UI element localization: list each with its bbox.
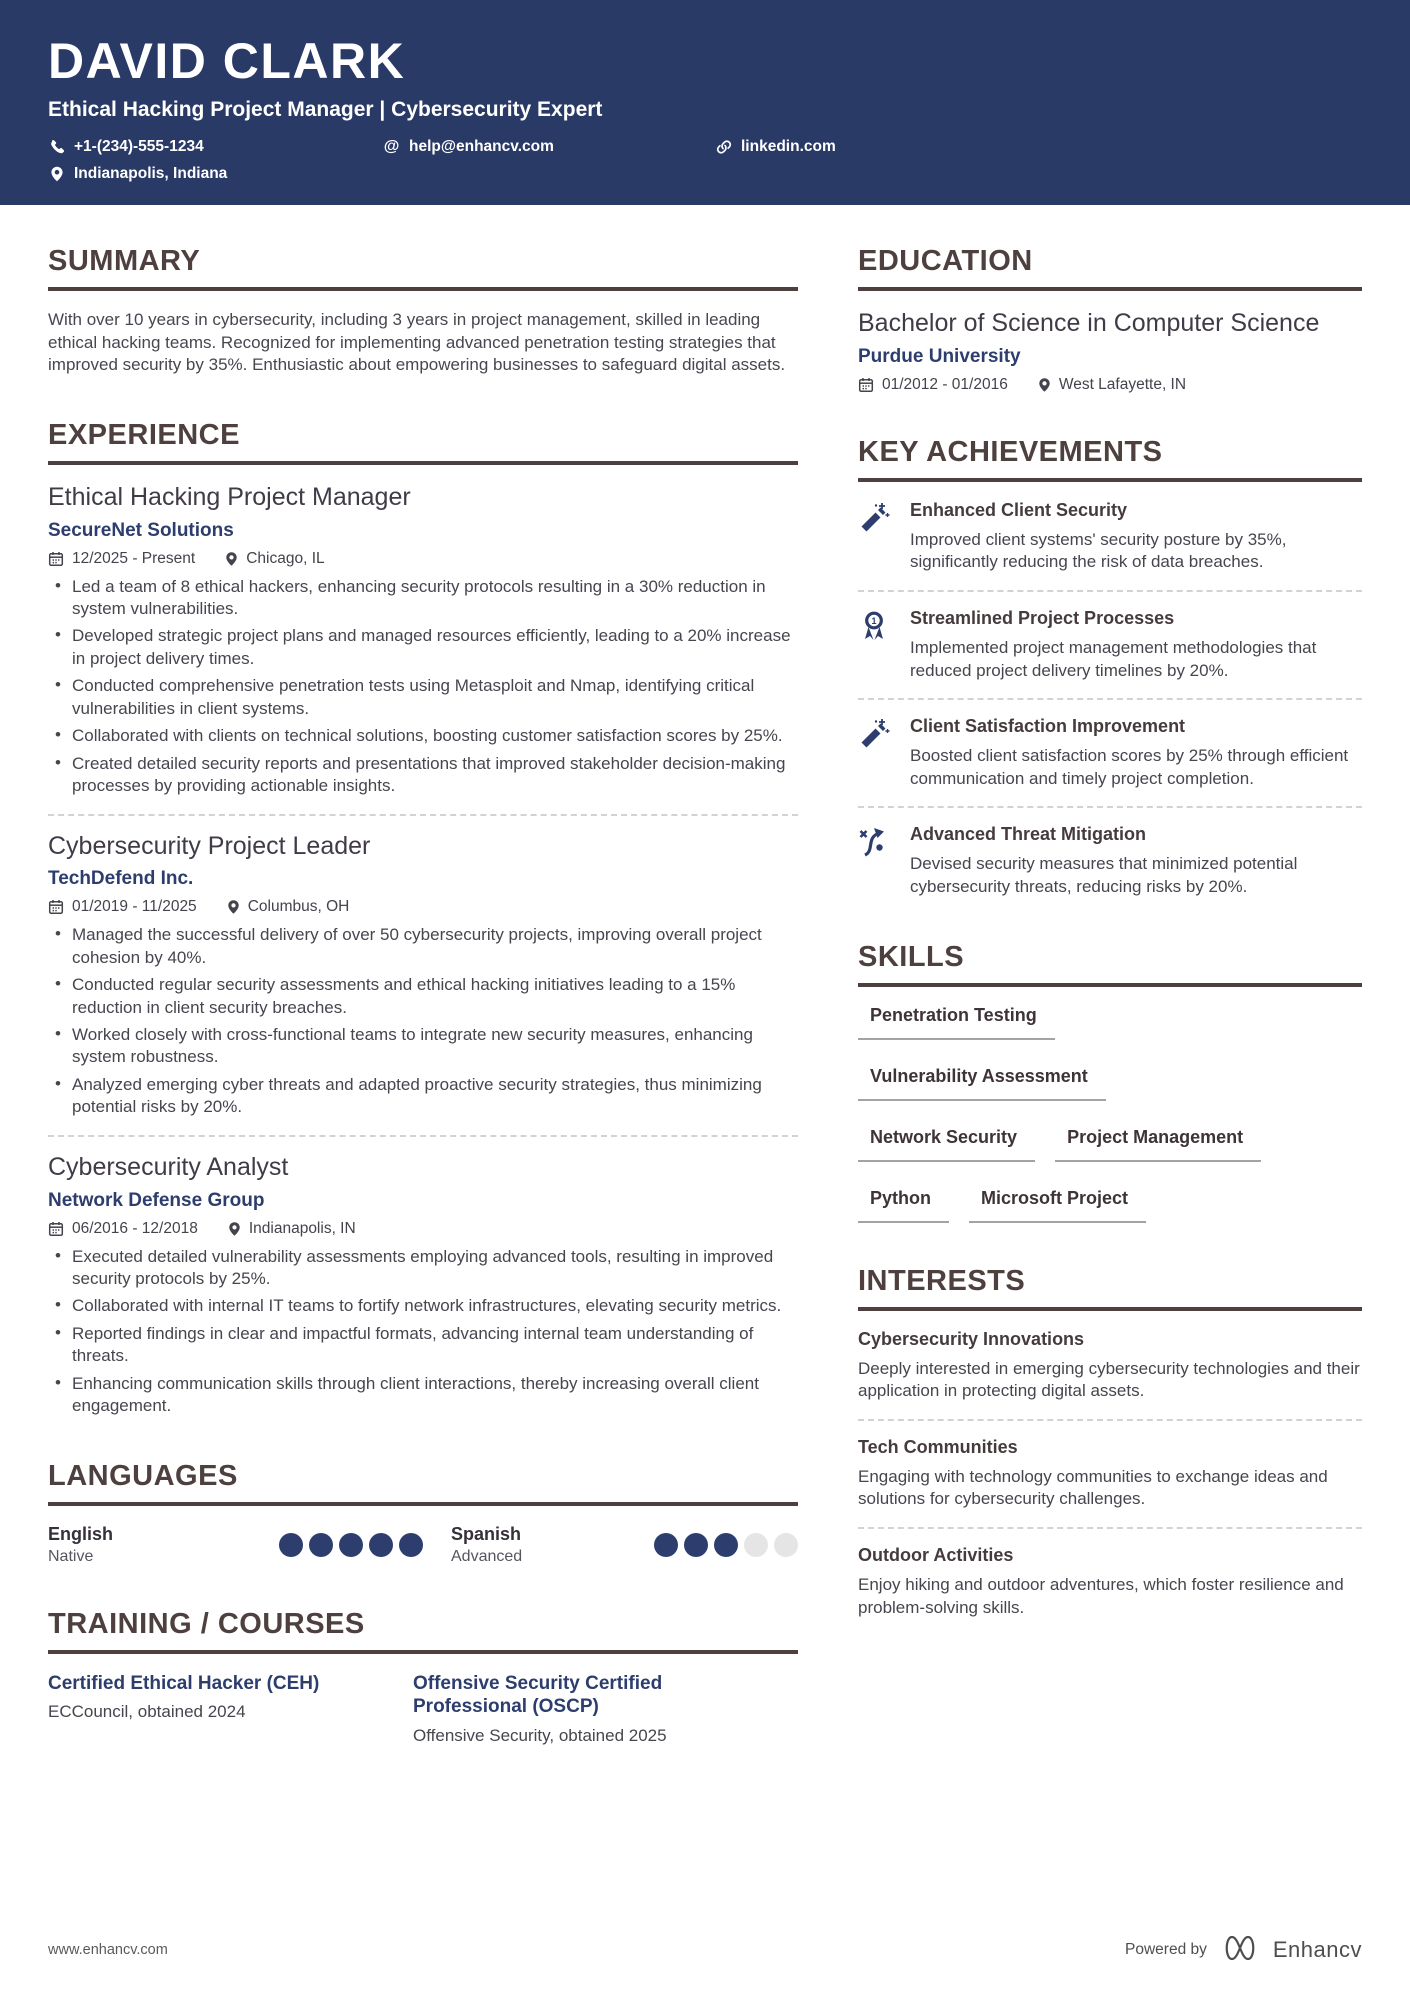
education-location: West Lafayette, IN xyxy=(1038,376,1186,394)
achievements-section xyxy=(858,436,1362,899)
skills-row xyxy=(858,1127,1362,1162)
job-bullet: • Executed detailed vulnerability assessments employing advanced tools, resulting in improved security protocols by 25%. xyxy=(48,1246,798,1291)
proficiency-dot xyxy=(279,1533,303,1557)
interest-title: Outdoor Activities xyxy=(858,1545,1014,1566)
job-bullets xyxy=(48,924,798,1119)
location-pin-icon xyxy=(1038,377,1051,393)
enhancv-logo-icon xyxy=(1219,1933,1261,1968)
course-detail: Offensive Security, obtained 2025 xyxy=(413,1726,667,1746)
achievement-text: Boosted client satisfaction scores by 25% through efficient communication and timely project completion. xyxy=(910,746,1349,788)
achievement-divider xyxy=(858,806,1362,808)
proficiency-dot xyxy=(309,1533,333,1557)
job-dates: 06/2016 - 12/2018 xyxy=(48,1220,198,1238)
location-contact: Indianapolis, Indiana xyxy=(48,165,383,183)
skill-tag: Network Security xyxy=(858,1127,1035,1162)
job-location: Indianapolis, IN xyxy=(228,1220,356,1238)
achievement-item xyxy=(858,500,1362,574)
contact-row xyxy=(48,138,1362,183)
interest-text: Deeply interested in emerging cybersecurity technologies and their application in protecting digital assets. xyxy=(858,1358,1360,1401)
school-name: Purdue University xyxy=(858,345,1021,367)
achievement-text: Improved client systems' security posture by 35%, significantly reducing the risk of data breaches. xyxy=(910,529,1287,572)
education-section xyxy=(858,245,1362,394)
proficiency-dot xyxy=(369,1533,393,1557)
job-bullet: • Managed the successful delivery of over 50 cybersecurity projects, improving overall project cohesion by 40%. xyxy=(48,924,798,969)
achievement-title: Advanced Threat Mitigation xyxy=(910,824,1147,845)
job-bullet: • Developed strategic project plans and managed resources efficiently, leading to a 20% increase in project delivery times. xyxy=(48,625,798,670)
job-bullet: • Enhancing communication skills through client interactions, thereby increasing overall client engagement. xyxy=(48,1373,798,1418)
job-title: Ethical Hacking Project Manager xyxy=(48,482,411,511)
language-level: Native xyxy=(48,1547,94,1565)
skill-tag: Microsoft Project xyxy=(969,1188,1146,1223)
right-column xyxy=(858,245,1362,1905)
left-column xyxy=(48,245,798,1905)
job-bullets xyxy=(48,576,798,798)
skill-tag: Project Management xyxy=(1055,1127,1261,1162)
interest-text: Enjoy hiking and outdoor adventures, which foster resilience and problem-solving skills. xyxy=(858,1575,1344,1617)
proficiency-dot xyxy=(654,1533,678,1557)
interests-heading: INTERESTS xyxy=(858,1265,1362,1311)
job-meta xyxy=(48,1220,798,1238)
job-divider xyxy=(48,1135,798,1137)
svg-text:1: 1 xyxy=(871,615,877,626)
job-location: Columbus, OH xyxy=(227,898,350,916)
skills-heading: SKILLS xyxy=(858,941,1362,987)
location-pin-icon xyxy=(228,1221,241,1237)
education-heading: EDUCATION xyxy=(858,245,1362,291)
phone-contact[interactable]: +1-(234)-555-1234 xyxy=(48,138,383,156)
experience-section xyxy=(48,419,798,1418)
brand-name: Enhancv xyxy=(1272,1937,1362,1962)
calendar-icon xyxy=(48,1221,64,1237)
skills-row xyxy=(858,1005,1362,1040)
language-dots xyxy=(654,1533,798,1557)
calendar-icon xyxy=(858,377,874,393)
achievement-title: Streamlined Project Processes xyxy=(910,607,1175,628)
course-item xyxy=(413,1672,748,1747)
achievement-title: Enhanced Client Security xyxy=(910,499,1128,520)
achievement-item xyxy=(858,608,1362,682)
skills-row xyxy=(858,1066,1362,1101)
email-contact[interactable]: @ help@enhancv.com xyxy=(383,138,554,155)
at-icon: @ xyxy=(383,138,400,155)
job-meta xyxy=(48,898,798,916)
location-pin-icon xyxy=(227,899,240,915)
footer-branding xyxy=(1125,1933,1362,1968)
interest-item xyxy=(858,1329,1362,1403)
skills-row xyxy=(858,1188,1362,1223)
language-dots xyxy=(279,1533,423,1557)
achievements-heading: KEY ACHIEVEMENTS xyxy=(858,436,1362,482)
person-name: DAVID CLARK xyxy=(48,33,406,89)
proficiency-dot xyxy=(714,1533,738,1557)
interest-text: Engaging with technology communities to exchange ideas and solutions for cybersecurity challenges. xyxy=(858,1466,1328,1509)
skill-tag: Penetration Testing xyxy=(858,1005,1055,1040)
summary-section xyxy=(48,245,798,377)
language-item xyxy=(48,1524,423,1566)
courses-grid xyxy=(48,1672,798,1747)
resume-header xyxy=(0,0,1410,205)
job-bullet: • Worked closely with cross-functional teams to integrate new security measures, enhancing system robustness. xyxy=(48,1024,798,1069)
footer-site-link[interactable]: www.enhancv.com xyxy=(48,1942,168,1958)
job-bullet: • Led a team of 8 ethical hackers, enhancing security protocols resulting in a 30% reduction in system vulnerabilities. xyxy=(48,576,798,621)
experience-job xyxy=(48,1153,798,1418)
course-title: Certified Ethical Hacker (CEH) xyxy=(48,1672,320,1694)
languages-section xyxy=(48,1460,798,1566)
interests-section xyxy=(858,1265,1362,1620)
job-bullet: • Reported findings in clear and impactful formats, advancing internal team understanding of threats. xyxy=(48,1323,798,1368)
interest-title: Tech Communities xyxy=(858,1436,1018,1457)
calendar-icon xyxy=(48,899,64,915)
interest-divider xyxy=(858,1527,1362,1529)
summary-text: With over 10 years in cybersecurity, including 3 years in project management, skilled in leading ethical hacking teams. Recognized for implementing advanced penetration testing strategies that improved security by 35%. Enthusiastic about empowering businesses to safeguard digital assets. xyxy=(48,310,786,375)
job-company: Network Defense Group xyxy=(48,1189,265,1211)
proficiency-dot xyxy=(399,1533,423,1557)
interest-divider xyxy=(858,1419,1362,1421)
job-bullet: • Collaborated with clients on technical solutions, boosting customer satisfaction scores by 25%. xyxy=(48,725,798,747)
experience-job xyxy=(48,483,798,798)
achievement-item xyxy=(858,824,1362,898)
powered-by-label: Powered by xyxy=(1125,1941,1207,1958)
skill-tag: Python xyxy=(858,1188,949,1223)
job-bullets xyxy=(48,1246,798,1418)
magic-wand-icon xyxy=(858,500,892,574)
language-name: Spanish xyxy=(451,1523,522,1544)
summary-heading: SUMMARY xyxy=(48,245,798,291)
achievement-item xyxy=(858,716,1362,790)
job-dates: 12/2025 - Present xyxy=(48,550,195,568)
proficiency-dot xyxy=(339,1533,363,1557)
link-icon xyxy=(715,139,732,155)
job-dates: 01/2019 - 11/2025 xyxy=(48,898,197,916)
linkedin-contact[interactable]: linkedin.com xyxy=(715,138,1362,156)
language-level: Advanced xyxy=(451,1547,523,1565)
job-bullet: • Conducted regular security assessments and ethical hacking initiatives leading to a 15% reduction in client security breaches. xyxy=(48,974,798,1019)
course-detail: ECCouncil, obtained 2024 xyxy=(48,1702,246,1722)
job-bullet: • Created detailed security reports and presentations that improved stakeholder decision-making processes by providing actionable insights. xyxy=(48,753,798,798)
person-title: Ethical Hacking Project Manager | Cybersecurity Expert xyxy=(48,98,603,121)
skill-tag: Vulnerability Assessment xyxy=(858,1066,1106,1101)
job-company: TechDefend Inc. xyxy=(48,868,194,890)
award-ribbon-icon xyxy=(858,608,892,682)
interest-item xyxy=(858,1437,1362,1511)
page-footer xyxy=(0,1905,1410,1995)
experience-job xyxy=(48,832,798,1119)
language-name: English xyxy=(48,1523,114,1544)
job-meta xyxy=(48,550,798,568)
training-heading: TRAINING / COURSES xyxy=(48,1608,798,1654)
training-section xyxy=(48,1608,798,1747)
achievement-divider xyxy=(858,698,1362,700)
proficiency-dot xyxy=(684,1533,708,1557)
location-pin-icon xyxy=(225,551,238,567)
experience-heading: EXPERIENCE xyxy=(48,419,798,465)
interest-item xyxy=(858,1545,1362,1619)
interest-title: Cybersecurity Innovations xyxy=(858,1328,1085,1349)
achievement-text: Devised security measures that minimized potential cybersecurity threats, reducing risks by 20%. xyxy=(910,854,1298,897)
language-item xyxy=(451,1524,798,1566)
job-company: SecureNet Solutions xyxy=(48,519,234,541)
achievement-divider xyxy=(858,590,1362,592)
job-bullet: • Conducted comprehensive penetration tests using Metasploit and Nmap, identifying critical vulnerabilities in client systems. xyxy=(48,675,798,720)
course-title: Offensive Security Certified Professional (OSCP) xyxy=(413,1672,663,1718)
phone-icon xyxy=(48,139,65,155)
languages-grid xyxy=(48,1524,798,1566)
calendar-icon xyxy=(48,551,64,567)
achievement-text: Implemented project management methodologies that reduced project delivery timelines by 20%. xyxy=(910,637,1317,680)
route-arrow-icon xyxy=(858,824,892,898)
job-bullet: • Analyzed emerging cyber threats and adapted proactive security strategies, thus minimizing potential risks by 20%. xyxy=(48,1074,798,1119)
achievement-title: Client Satisfaction Improvement xyxy=(910,716,1186,737)
languages-heading: LANGUAGES xyxy=(48,1460,798,1506)
skills-section xyxy=(858,941,1362,1223)
job-bullet: • Collaborated with internal IT teams to fortify network infrastructures, elevating security metrics. xyxy=(48,1295,798,1317)
proficiency-dot xyxy=(744,1533,768,1557)
education-meta xyxy=(858,376,1362,394)
course-item xyxy=(48,1672,383,1747)
location-pin-icon xyxy=(48,166,65,182)
degree-title: Bachelor of Science in Computer Science xyxy=(858,309,1320,337)
job-divider xyxy=(48,814,798,816)
proficiency-dot xyxy=(774,1533,798,1557)
job-title: Cybersecurity Analyst xyxy=(48,1152,289,1181)
job-title: Cybersecurity Project Leader xyxy=(48,831,371,860)
education-dates: 01/2012 - 01/2016 xyxy=(858,376,1008,394)
resume-body xyxy=(0,205,1410,1905)
job-location: Chicago, IL xyxy=(225,550,324,568)
magic-wand-icon xyxy=(858,716,892,790)
